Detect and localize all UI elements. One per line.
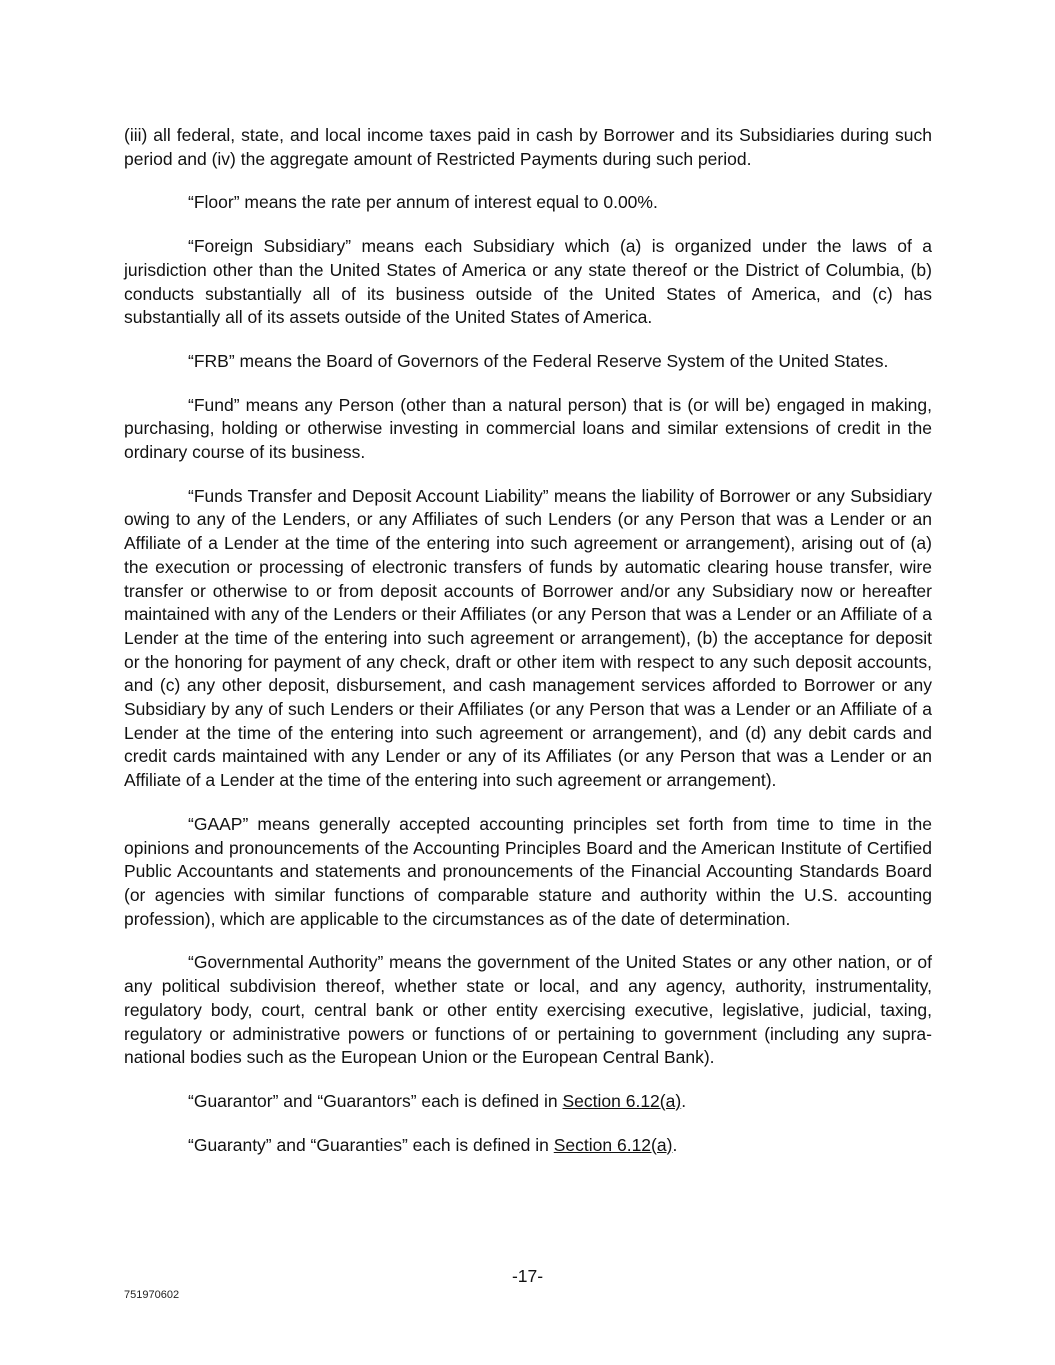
paragraph-continuation: (iii) all federal, state, and local income taxes paid in cash by Borrower and its Subsidiaries during such period and (iv) the aggregate amount of Restricted Payments during such period. bbox=[124, 125, 932, 169]
guaranty-period: . bbox=[672, 1134, 678, 1155]
definition-frb: “FRB” means the Board of Governors of the Federal Reserve System of the United States. bbox=[188, 350, 889, 371]
definition-funds-transfer: “Funds Transfer and Deposit Account Liability” means the liability of Borrower or any Subsidiary owing to any of the Lenders, or any Affiliates of such Lenders (or any Person that was a Lender or an Affiliate of a Lender at the time of the entering into such agreement or arrangement), arising out of (a) the execution or processing of electronic transfers of funds by automatic clearing house transfer, wire transfer or otherwise to or from deposit accounts of Borrower and/or any Subsidiary now or hereafter maintained with any of the Lenders or their Affiliates (or any Person that was a Lender or an Affiliate of a Lender at the time of the entering into such agreement or arrangement), (b) the acceptance for deposit or the honoring for payment of any check, draft or other item with respect to any such deposit accounts, and (c) any other deposit, disbursement, and cash management services afforded to Borrower or any Subsidiary by any of such Lenders or their Affiliates (or any Person that was a Lender or an Affiliate of a Lender at the time of the entering into such agreement or arrangement), and (d) any debit cards and credit cards maintained with any Lender or any of its Affiliates (or any Person that was a Lender or an Affiliate of a Lender at the time of the entering into such agreement or arrangement). bbox=[124, 485, 932, 791]
guarantor-text: “Guarantor” and “Guarantors” each is defined in bbox=[188, 1090, 563, 1111]
guaranty-text: “Guaranty” and “Guaranties” each is defined in bbox=[188, 1134, 554, 1155]
definition-guaranty bbox=[124, 1134, 932, 1158]
definition-governmental-authority: “Governmental Authority” means the government of the United States or any other nation, or of any political subdivision thereof, whether state or local, and any agency, authority, instrumentality, regulatory body, court, central bank or other entity exercising executive, legislative, judicial, taxing, regulatory or administrative powers or functions of or pertaining to government (including any supra-national bodies such as the European Union or the European Central Bank). bbox=[124, 952, 932, 1068]
definition-foreign-subsidiary: “Foreign Subsidiary” means each Subsidiary which (a) is organized under the laws of a jurisdiction other than the United States of America or any state thereof or the District of Columbia, (b) conducts substantially all of its business outside of the United States of America, and (c) has substantially all of its assets outside of the United States of America. bbox=[124, 236, 932, 328]
guaranty-section-reference: Section 6.12(a) bbox=[553, 1134, 673, 1155]
definition-guarantor bbox=[124, 1090, 932, 1114]
definition-floor: “Floor” means the rate per annum of interest equal to 0.00%. bbox=[188, 192, 658, 213]
guarantor-period: . bbox=[681, 1090, 687, 1111]
definition-fund: “Fund” means any Person (other than a natural person) that is (or will be) engaged in making, purchasing, holding or otherwise investing in commercial loans and similar extensions of credit in the ordinary course of its business. bbox=[124, 394, 932, 463]
guarantor-section-reference: Section 6.12(a) bbox=[562, 1090, 682, 1111]
page-number: -17- bbox=[511, 1266, 544, 1286]
definition-gaap: “GAAP” means generally accepted accounting principles set forth from time to time in the opinions and pronouncements of the Accounting Principles Board and the American Institute of Certified Public Accountants and statements and pronouncements of the Financial Accounting Standards Board (or agencies with similar functions of comparable stature and authority within the U.S. accounting profession), which are applicable to the circumstances as of the date of determination. bbox=[124, 813, 932, 929]
document-body bbox=[124, 124, 932, 1177]
document-id: 751970602 bbox=[124, 1289, 180, 1301]
